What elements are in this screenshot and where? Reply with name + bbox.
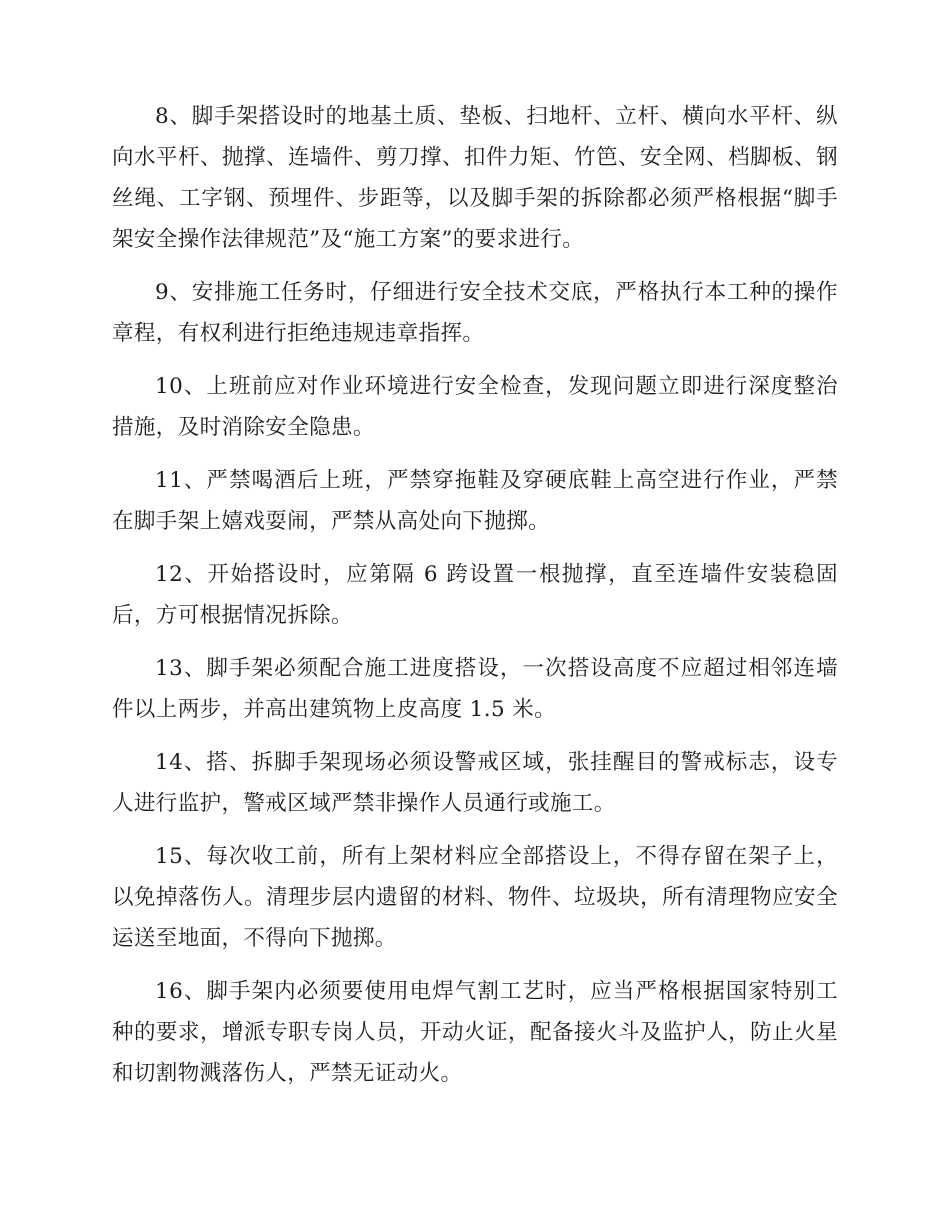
paragraph-16: 16、脚手架内必须要使用电焊气割工艺时，应当严格根据国家特别工种的要求，增派专职专岗人员，开动火证，配备接火斗及监护人，防止火星和切割物溅落伤人，严禁无证动火。 (112, 979, 838, 1086)
paragraph-8: 8、脚手架搭设时的地基土质、垫板、扫地杆、立杆、横向水平杆、纵向水平杆、抛撑、连墙件、剪刀撑、扣件力矩、竹笆、安全网、档脚板、钢丝绳、工字钢、预埋件、步距等，以及脚手架的拆除都必须严格根据“脚手架安全操作法律规范”及“施工方案”的要求进行。 (112, 104, 838, 252)
paragraph-12: 12、开始搭设时，应第隔 6 跨设置一根抛撑，直至连墙件安装稳固后，方可根据情况拆除。 (112, 562, 838, 628)
paragraph-9: 9、安排施工任务时，仔细进行安全技术交底，严格执行本工种的操作章程，有权利进行拒绝违规违章指挥。 (112, 280, 838, 346)
paragraph-15: 15、每次收工前，所有上架材料应全部搭设上，不得存留在架子上，以免掉落伤人。清理步层内遗留的材料、物件、垃圾块，所有清理物应安全运送至地面，不得向下抛掷。 (112, 844, 838, 951)
paragraph-10: 10、上班前应对作业环境进行安全检查，发现问题立即进行深度整治措施，及时消除安全隐患。 (112, 374, 838, 440)
paragraph-11: 11、严禁喝酒后上班，严禁穿拖鞋及穿硬底鞋上高空进行作业，严禁在脚手架上嬉戏耍闹，严禁从高处向下抛掷。 (112, 468, 838, 534)
paragraph-14: 14、搭、拆脚手架现场必须设警戒区域，张挂醒目的警戒标志，设专人进行监护，警戒区域严禁非操作人员通行或施工。 (112, 750, 838, 816)
document-body (112, 96, 838, 1094)
paragraph-13: 13、脚手架必须配合施工进度搭设，一次搭设高度不应超过相邻连墙件以上两步，并高出建筑物上皮高度 1.5 米。 (112, 656, 838, 722)
